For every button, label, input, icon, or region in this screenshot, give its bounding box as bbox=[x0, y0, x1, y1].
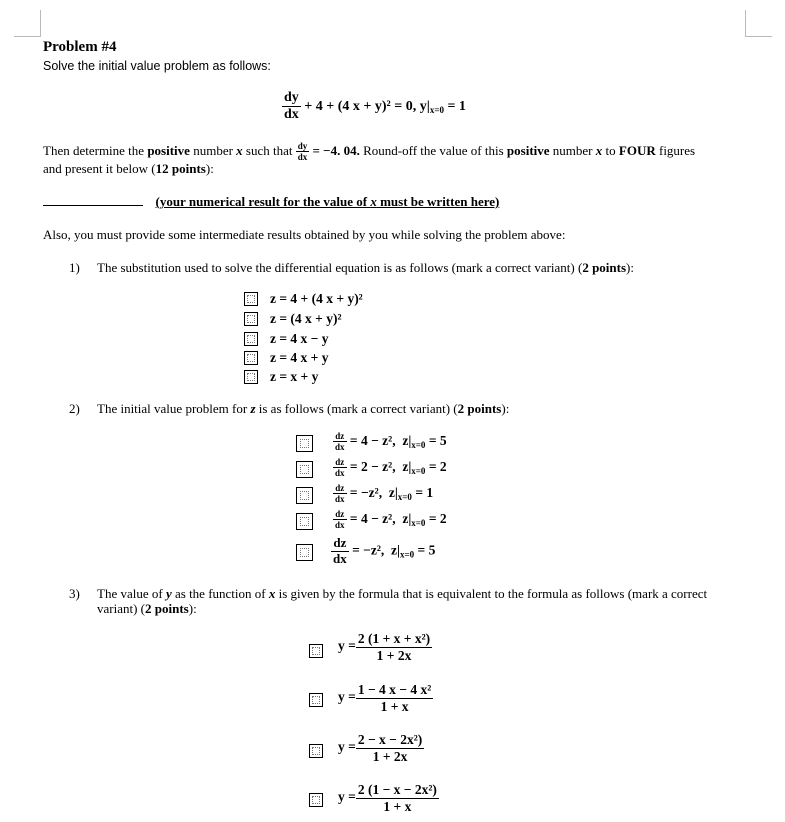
q1-option-3-checkbox[interactable] bbox=[244, 332, 258, 346]
problem-subtitle: Solve the initial value problem as follows: bbox=[43, 59, 271, 73]
q3-option-3-checkbox[interactable] bbox=[309, 744, 323, 758]
q2-option-5-label: $\frac{dz}{dx}$ = −z², $z|_{x=0} = 5$ bbox=[333, 535, 436, 566]
q3-option-2-checkbox[interactable] bbox=[309, 693, 323, 707]
q2-option-1-checkbox[interactable] bbox=[296, 435, 313, 452]
intermediate-intro: Also, you must provide some intermediate results obtained by you while solving the problem above: bbox=[43, 227, 566, 242]
task-derivative-fraction: $\frac{dy}{dx}$ bbox=[297, 141, 308, 163]
question-3-line-2: variant) (2 points): bbox=[97, 601, 197, 616]
q1-option-4-checkbox[interactable] bbox=[244, 351, 258, 365]
q2-option-4-label: $\frac{dz}{dx}$ = 4 − z², $z|_{x=0} = 2$ bbox=[335, 509, 447, 531]
q3-option-1-label: y = $\frac{\text{2 (1 + x + x²)}}{1 + 2x}$ bbox=[338, 631, 431, 663]
answer-blank-field[interactable] bbox=[43, 205, 143, 206]
q2-option-5-checkbox[interactable] bbox=[296, 544, 313, 561]
q2-option-3-label: $\frac{dz}{dx}$ = −z², $z|_{x=0} = 1$ bbox=[335, 483, 434, 505]
q1-option-4-label: z = 4 x + y bbox=[270, 350, 329, 365]
q3-option-4-label: y = $\frac{\text{2 (1 − x − 2x²)}}{1 + x}$ bbox=[338, 782, 437, 814]
q1-option-5-label: z = x + y bbox=[270, 369, 319, 384]
answer-row bbox=[43, 194, 499, 210]
q1-option-1-checkbox[interactable] bbox=[244, 292, 258, 306]
question-2: 2) The initial value problem for z is as follows (mark a correct variant) (2 points): bbox=[69, 401, 510, 416]
task-line-2: and present it below (12 points): bbox=[43, 161, 214, 176]
q2-option-2-label: $\frac{dz}{dx}$ = 2 − z², $z|_{x=0} = 2$ bbox=[335, 457, 447, 479]
main-equation: $\frac{dy}{dx}$ + 4 + (4 x + y)² = 0, $y|_{x=0} = 1$ bbox=[284, 90, 466, 123]
q1-option-5-checkbox[interactable] bbox=[244, 370, 258, 384]
q2-option-2-checkbox[interactable] bbox=[296, 461, 313, 478]
page-corner-mark bbox=[745, 36, 772, 37]
q3-option-1-checkbox[interactable] bbox=[309, 644, 323, 658]
q3-option-4-checkbox[interactable] bbox=[309, 793, 323, 807]
problem-title: Problem #4 bbox=[43, 39, 117, 55]
page-corner-mark bbox=[14, 36, 41, 37]
page-corner-mark bbox=[745, 10, 746, 37]
q2-option-1-label: $\frac{dz}{dx}$ = 4 − z², $z|_{x=0} = 5$ bbox=[335, 431, 447, 453]
page-corner-mark bbox=[40, 10, 41, 37]
answer-hint: (your numerical result for the value of x must be written here) bbox=[155, 194, 500, 209]
q1-option-2-checkbox[interactable] bbox=[244, 312, 258, 326]
q3-option-2-label: y = $\frac{\text{1 − 4 x − 4 x²}}{1 + x}$ bbox=[338, 682, 432, 714]
question-1: 1) The substitution used to solve the differential equation is as follows (mark a correct variant) (2 points): bbox=[69, 260, 634, 275]
task-line-1: Then determine the positive number x such that $\frac{dy}{dx}$ = −4. 04. Round-off the value of this positive number x to FOUR figures bbox=[43, 141, 696, 163]
q2-option-3-checkbox[interactable] bbox=[296, 487, 313, 504]
q1-option-3-label: z = 4 x − y bbox=[270, 331, 329, 346]
main-equation-fraction: $\frac{dy}{dx}$ bbox=[284, 90, 299, 123]
q3-option-3-label: y = $\frac{\text{2 − x − 2x²)}}{1 + 2x}$ bbox=[338, 732, 423, 764]
q2-option-4-checkbox[interactable] bbox=[296, 513, 313, 530]
question-3: 3) The value of y as the function of x is given by the formula that is equivalent to the formula as follows (mark a correct bbox=[69, 586, 708, 601]
q1-option-1-label: z = 4 + (4 x + y)² bbox=[270, 291, 363, 306]
q1-option-2-label: z = (4 x + y)² bbox=[270, 311, 342, 326]
